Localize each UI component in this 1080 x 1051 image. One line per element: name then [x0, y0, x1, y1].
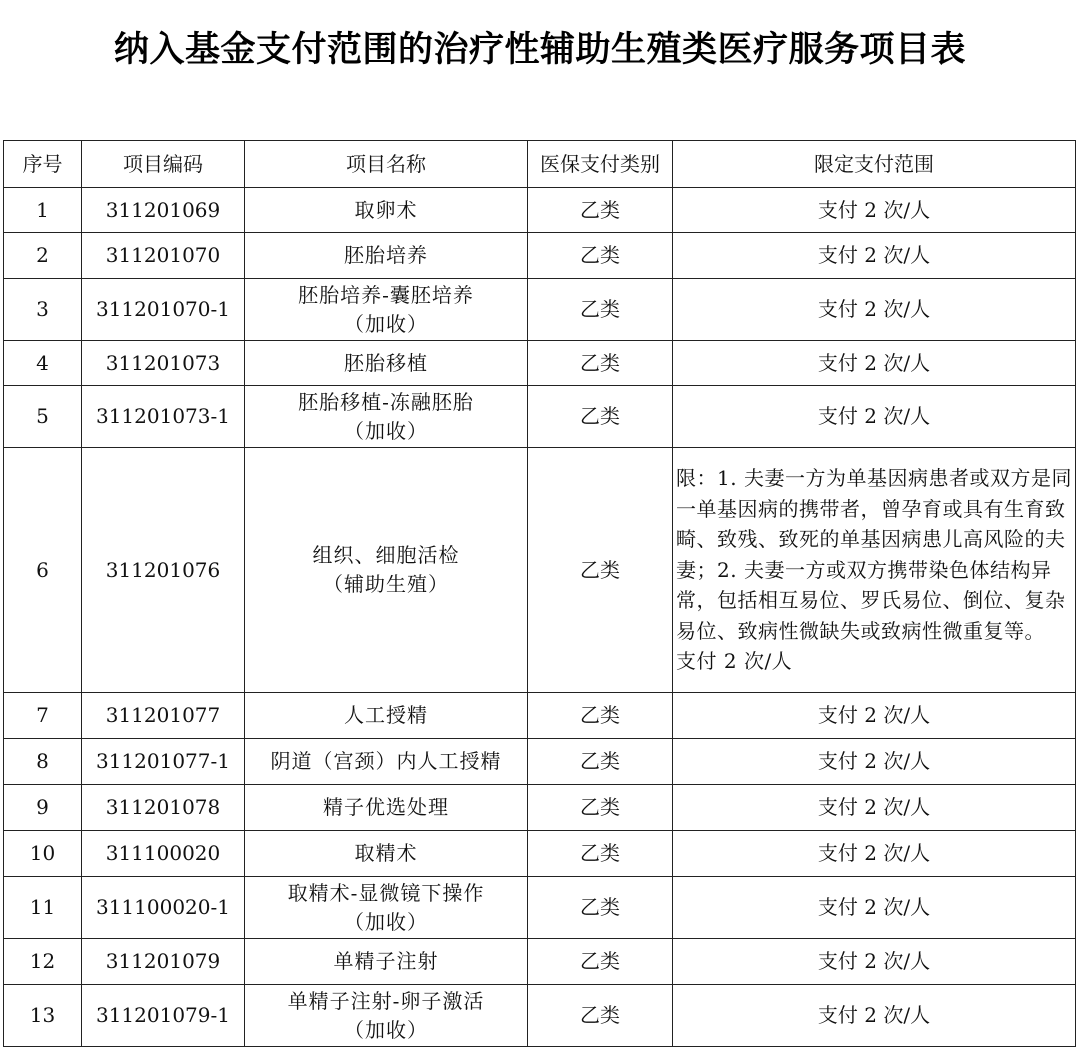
cell-category: 乙类 [528, 877, 673, 939]
cell-name-line: 取精术 [354, 841, 418, 865]
cell-code: 311201077-1 [82, 739, 245, 785]
cell-code: 311100020 [82, 831, 245, 877]
cell-code: 311201077 [82, 693, 245, 739]
cell-name-line: （加收） [344, 311, 428, 336]
table-header-row [4, 141, 1076, 188]
cell-scope [673, 233, 1076, 279]
cell-name [245, 386, 528, 448]
cell-name-line: （辅助生殖） [323, 572, 449, 596]
cell-scope [673, 341, 1076, 386]
cell-name [245, 341, 528, 386]
cell-name-line: 人工授精 [344, 703, 428, 727]
cell-scope [673, 693, 1076, 739]
cell-scope [673, 985, 1076, 1047]
cell-scope [673, 831, 1076, 877]
cell-category: 乙类 [528, 693, 673, 739]
header-name: 项目名称 [245, 141, 528, 188]
header-category: 医保支付类别 [528, 141, 673, 188]
cell-name-line: 取精术-显微镜下操作 [287, 880, 485, 905]
cell-code: 311100020-1 [82, 877, 245, 939]
cell-code: 311201078 [82, 785, 245, 831]
cell-name [245, 448, 528, 693]
cell-name-line: （加收） [344, 909, 428, 934]
cell-name-line: 胚胎移植 [344, 350, 428, 375]
header-no: 序号 [4, 141, 82, 188]
cell-category: 乙类 [528, 785, 673, 831]
cell-scope-line: 支付 2 次/人 [817, 795, 931, 819]
cell-code: 311201069 [82, 188, 245, 233]
cell-name-line: 组织、细胞活检 [312, 543, 460, 567]
cell-code: 311201073-1 [82, 386, 245, 448]
cell-name [245, 831, 528, 877]
table-row [4, 831, 1076, 877]
table-row [4, 386, 1076, 448]
table-row [4, 877, 1076, 939]
cell-no: 13 [4, 985, 82, 1047]
cell-name [245, 233, 528, 279]
cell-name [245, 739, 528, 785]
cell-name [245, 693, 528, 739]
cell-no: 10 [4, 831, 82, 877]
cell-name [245, 877, 528, 939]
cell-category: 乙类 [528, 341, 673, 386]
cell-no: 6 [4, 448, 82, 693]
cell-category: 乙类 [528, 386, 673, 448]
cell-name [245, 188, 528, 233]
cell-scope [673, 386, 1076, 448]
cell-scope [673, 785, 1076, 831]
cell-scope [673, 448, 1076, 693]
cell-code: 311201079 [82, 939, 245, 985]
cell-no: 12 [4, 939, 82, 985]
cell-scope [673, 939, 1076, 985]
cell-name-line: 阴道（宫颈）内人工授精 [270, 749, 502, 773]
cell-scope [673, 739, 1076, 785]
document-title: 纳入基金支付范围的治疗性辅助生殖类医疗服务项目表 [113, 30, 966, 70]
table-row [4, 279, 1076, 341]
cell-name-line: 精子优选处理 [323, 795, 449, 819]
cell-category: 乙类 [528, 739, 673, 785]
cell-name [245, 279, 528, 341]
cell-name-line: （加收） [344, 418, 428, 443]
cell-scope [673, 188, 1076, 233]
cell-category: 乙类 [528, 831, 673, 877]
cell-scope-line: 支付 2 次/人 [817, 703, 931, 727]
cell-scope-line: 支付 2 次/人 [817, 243, 931, 267]
cell-scope-line: 支付 2 次/人 [817, 197, 931, 222]
cell-name [245, 939, 528, 985]
cell-name [245, 785, 528, 831]
table-row [4, 693, 1076, 739]
cell-scope-line: 支付 2 次/人 [817, 297, 931, 321]
header-code: 项目编码 [82, 141, 245, 188]
table-row [4, 188, 1076, 233]
cell-scope-line: 支付 2 次/人 [817, 350, 931, 375]
table-row [4, 939, 1076, 985]
header-scope: 限定支付范围 [673, 141, 1076, 188]
cell-category: 乙类 [528, 985, 673, 1047]
cell-name-line: 单精子注射-卵子激活 [287, 988, 485, 1013]
cell-code: 311201070 [82, 233, 245, 279]
cell-no: 9 [4, 785, 82, 831]
table-row [4, 785, 1076, 831]
cell-name-line: 取卵术 [354, 197, 418, 222]
cell-category: 乙类 [528, 188, 673, 233]
cell-category: 乙类 [528, 939, 673, 985]
cell-no: 7 [4, 693, 82, 739]
cell-scope-line: 支付 2 次/人 [676, 649, 793, 674]
cell-category: 乙类 [528, 279, 673, 341]
cell-scope [673, 279, 1076, 341]
table-row [4, 985, 1076, 1047]
cell-no: 1 [4, 188, 82, 233]
cell-code: 311201079-1 [82, 985, 245, 1047]
cell-no: 5 [4, 386, 82, 448]
cell-name-line: （加收） [344, 1017, 428, 1042]
table-row [4, 341, 1076, 386]
cell-no: 2 [4, 233, 82, 279]
cell-code: 311201073 [82, 341, 245, 386]
cell-scope-line: 支付 2 次/人 [817, 749, 931, 773]
cell-scope-line: 限：1. 夫妻一方为单基因病患者或双方是同一单基因病的携带者，曾孕育或具有生育致畸、致残、致死的单基因病患儿高风险的夫妻；2. 夫妻一方或双方携带染色体结构异常，包括相互易位、罗氏易位、倒位、复杂易位、致病性微缺失或致病性微重复等。 [676, 466, 1072, 643]
cell-scope-line: 支付 2 次/人 [817, 841, 931, 865]
cell-category: 乙类 [528, 233, 673, 279]
cell-scope-line: 支付 2 次/人 [817, 404, 931, 428]
service-items-table [3, 140, 1076, 1047]
table-row [4, 739, 1076, 785]
cell-name-line: 胚胎培养-囊胚培养 [298, 282, 474, 307]
cell-no: 8 [4, 739, 82, 785]
cell-scope-line: 支付 2 次/人 [817, 949, 931, 973]
cell-no: 11 [4, 877, 82, 939]
table-row [4, 448, 1076, 693]
cell-name [245, 985, 528, 1047]
table-row [4, 233, 1076, 279]
cell-name-line: 单精子注射 [333, 949, 439, 973]
cell-scope-line: 支付 2 次/人 [817, 895, 931, 919]
cell-name-line: 胚胎移植-冻融胚胎 [298, 389, 474, 414]
cell-scope [673, 877, 1076, 939]
cell-name-line: 胚胎培养 [344, 243, 428, 267]
cell-scope-line: 支付 2 次/人 [817, 1003, 931, 1027]
cell-category: 乙类 [528, 448, 673, 693]
cell-code: 311201070-1 [82, 279, 245, 341]
cell-code: 311201076 [82, 448, 245, 693]
cell-no: 3 [4, 279, 82, 341]
cell-no: 4 [4, 341, 82, 386]
